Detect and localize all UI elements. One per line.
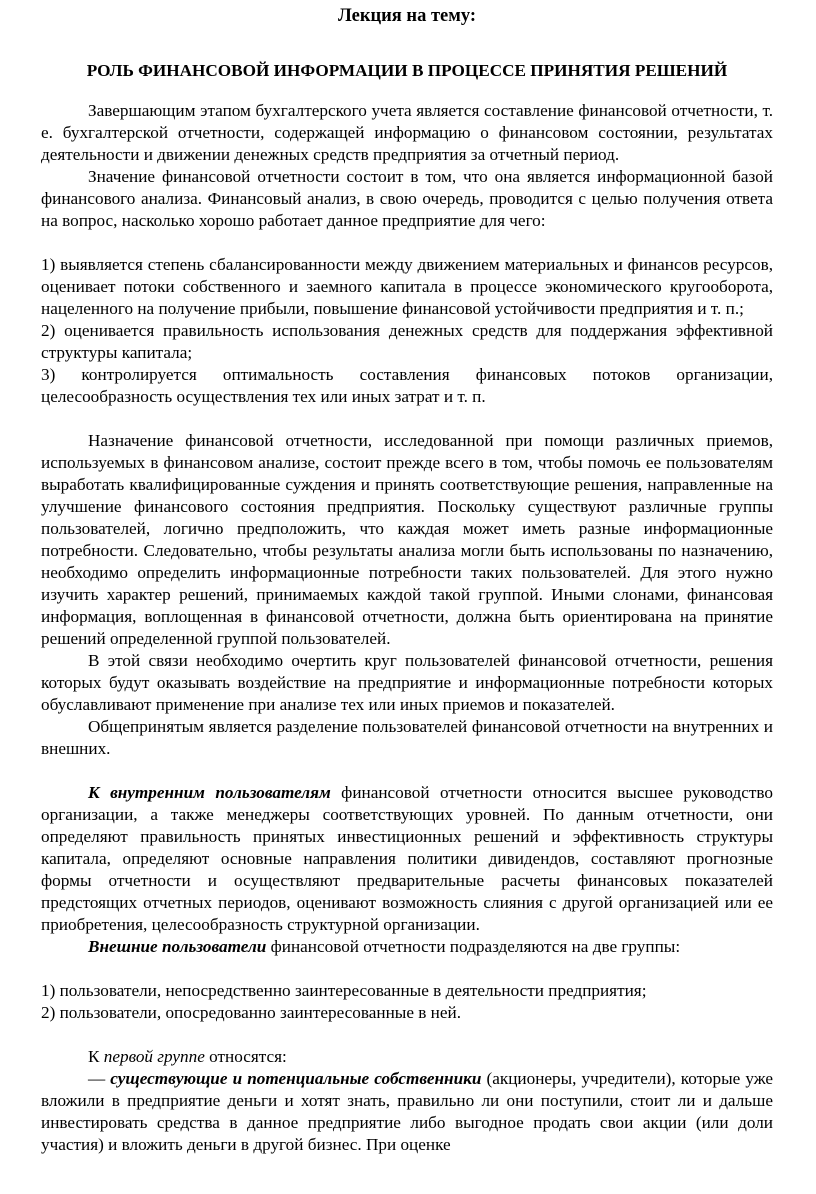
first-group-suffix: относятся: (204, 1047, 287, 1066)
lecture-title: Лекция на тему: (337, 6, 477, 26)
external-users-text: финансовой отчетности подразделяются на две группы: (266, 937, 681, 956)
paragraph-significance: Значение финансовой отчетности состоит в том, что она является информационной базой финансового анализа. Финансовый анализ, в свою очередь, проводится с целью получения ответа на вопрос, насколько хорошо работает данное предприятие для чего: (41, 167, 773, 230)
paragraph-internal-users (41, 782, 773, 936)
group-item-1: 1) пользователи, непосредственно заинтересованные в деятельности предприятия; (41, 981, 647, 1000)
owners-text: (акционеры, учредители), которые уже вложили в предприятие деньги и хотят знать, правильно ли они поступили, стоит ли и дальше инвестировать средства в данное предприятие либо выгодное продать свои акции (или доли участия) и вложить деньги в другой бизнес. При оценке (41, 1069, 773, 1154)
paragraph-purpose: Назначение финансовой отчетности, исследованной при помощи различных приемов, используемых в финансовом анализе, состоит прежде всего в том, чтобы помочь ее пользователям выработать квалифицированные суждения и принять соответствующие решения, направленные на улучшение финансового состояния предприятия. Поскольку существуют различные группы пользователей, логично предположить, что каждая может иметь разные информационные потребности. Следовательно, чтобы результаты анализа могли быть использованы по назначению, необходимо определить информационные потребности таких пользователей. Для этого нужно изучить характер решений, принимаемых каждой такой группой. Иными слонами, финансовая информация, воплощенная в финансовой отчетности, должна быть ориентирована на принятие решений определенной группой пользователей. (41, 431, 773, 648)
paragraph-external-users (41, 936, 773, 958)
paragraph-first-group (41, 1046, 773, 1068)
owners-term: существующие и потенциальные собственники (110, 1069, 482, 1088)
first-group-prefix: К (88, 1047, 104, 1066)
paragraph-users-division: Общепринятым является разделение пользователей финансовой отчетности на внутренних и внешних. (41, 717, 773, 758)
paragraph-users-circle: В этой связи необходимо очертить круг пользователей финансовой отчетности, решения которых будут оказывать воздействие на предприятие и информационные потребности которых обуславливают применение при анализе тех или иных приемов и показателей. (41, 651, 773, 714)
first-group-term: первой группе (103, 1047, 205, 1066)
owners-dash: — (88, 1069, 111, 1088)
internal-users-term: К внутренним пользователям (88, 783, 331, 802)
lecture-subtitle: РОЛЬ ФИНАНСОВОЙ ИНФОРМАЦИИ В ПРОЦЕССЕ ПРИНЯТИЯ РЕШЕНИЙ (86, 61, 728, 80)
group-item-2: 2) пользователи, опосредованно заинтересованные в ней. (41, 1003, 461, 1022)
list-item-1: 1) выявляется степень сбалансированности между движением материальных и финансов ресурсов, оценивает потоки собственного и заемного капитала в процессе экономического кругооборота, нацеленного на получение прибыли, повышение финансовой устойчивости предприятия и т. п.; (41, 255, 773, 318)
internal-users-text: финансовой отчетности относится высшее руководство организации, а также менеджеры соответствующих уровней. По данным отчетности, они определяют правильность принятых инвестиционных решений и эффективность структуры капитала, определяют основные направления политики дивидендов, составляют прогнозные формы отчетности и осуществляют предварительные расчеты финансовых показателей предстоящих отчетных периодов, оценивают возможность слияния с другой организацией или ее приобретения, целесообразность структурной организации. (41, 783, 773, 934)
paragraph-intro: Завершающим этапом бухгалтерского учета является составление финансовой отчетности, т. е. бухгалтерской отчетности, содержащей информацию о финансовом состоянии, результатах деятельности и движении денежных средств предприятия за отчетный период. (41, 101, 773, 164)
paragraph-owners (41, 1068, 773, 1156)
external-users-term: Внешние пользователи (88, 937, 267, 956)
list-item-3: 3) контролируется оптимальность составления финансовых потоков организации, целесообразность осуществления тех или иных затрат и т. п. (41, 365, 773, 406)
document-page (41, 4, 773, 1156)
list-item-2: 2) оценивается правильность использования денежных средств для поддержания эффективной структуры капитала; (41, 321, 773, 362)
